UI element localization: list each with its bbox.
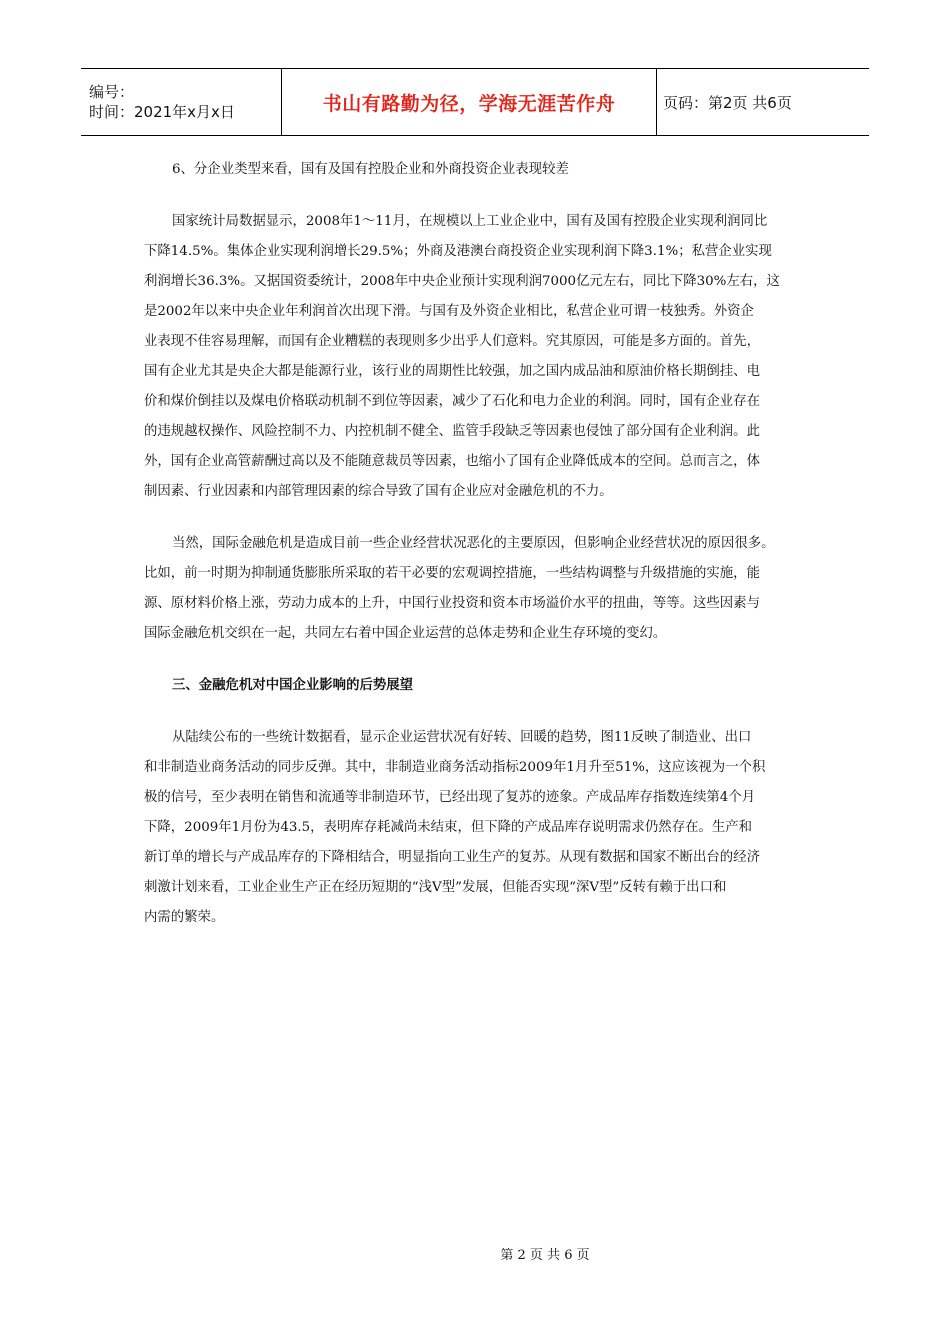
- paragraph-line: 极的信号，至少表明在销售和流通等非制造环节，已经出现了复苏的迹象。产成品库存指数连续第4个月: [144, 790, 756, 805]
- paragraph-2: [144, 207, 812, 507]
- paragraph-line: 刺激计划来看，工业企业生产正在经历短期的“浅V型”发展，但能否实现“深V型”反转有赖于出口和: [144, 880, 727, 895]
- paragraph-line: 6、分企业类型来看，国有及国有控股企业和外商投资企业表现较差: [172, 162, 569, 177]
- paragraph-3: [144, 529, 812, 649]
- paragraph-4: [144, 723, 812, 933]
- document-date-label: 时间：2021年x月x日: [89, 103, 235, 121]
- paragraph-line: 当然，国际金融危机是造成目前一些企业经营状况恶化的主要原因，但影响企业经营状况的原因很多。: [172, 536, 775, 551]
- paragraph-1: [144, 155, 812, 185]
- paragraph-line: 是2002年以来中央企业年利润首次出现下滑。与国有及外资企业相比，私营企业可谓一枝独秀。外资企: [144, 304, 754, 319]
- paragraph-line: 国有企业尤其是央企大都是能源行业，该行业的周期性比较强，加之国内成品油和原油价格长期倒挂、电: [144, 364, 760, 379]
- section-heading: 三、金融危机对中国企业影响的后势展望: [172, 678, 414, 693]
- header-motto-cell: [281, 69, 657, 135]
- paragraph-line: 从陆续公布的一些统计数据看，显示企业运营状况有好转、回暖的趋势，图11反映了制造业、出口: [172, 730, 752, 745]
- paragraph-line: 内需的繁荣。: [144, 910, 225, 925]
- header-page-number: 页码：第2页 共6页: [663, 93, 792, 112]
- paragraph-line: 外，国有企业高管薪酬过高以及不能随意裁员等因素，也缩小了国有企业降低成本的空间。总而言之，体: [144, 454, 760, 469]
- header-meta: [81, 69, 281, 135]
- document-number-label: 编号：: [89, 83, 135, 101]
- paragraph-line: 比如，前一时期为抑制通货膨胀所采取的若干必要的宏观调控措施，一些结构调整与升级措施的实施，能: [144, 566, 760, 581]
- document-body: [144, 155, 812, 933]
- paragraph-line: 和非制造业商务活动的同步反弹。其中，非制造业商务活动指标2009年1月升至51%，这应该视为一个积: [144, 760, 766, 775]
- footer-page-number: 第 2 页 共 6 页: [500, 1248, 590, 1263]
- paragraph-line: 源、原材料价格上涨，劳动力成本的上升，中国行业投资和资本市场溢价水平的扭曲，等等。这些因素与: [144, 596, 760, 611]
- paragraph-line: 利润增长36.3%。又据国资委统计，2008年中央企业预计实现利润7000亿元左右，同比下降30%左右，这: [144, 274, 780, 289]
- paragraph-line: 国家统计局数据显示，2008年1～11月，在规模以上工业企业中，国有及国有控股企业实现利润同比: [172, 214, 768, 229]
- document-header: [81, 68, 869, 136]
- paragraph-line: 的违规越权操作、风险控制不力、内控机制不健全、监管手段缺乏等因素也侵蚀了部分国有企业利润。此: [144, 424, 760, 439]
- paragraph-line: 下降，2009年1月份为43.5，表明库存耗减尚未结束，但下降的产成品库存说明需求仍然存在。生产和: [144, 820, 753, 835]
- paragraph-line: 新订单的增长与产成品库存的下降相结合，明显指向工业生产的复苏。从现有数据和国家不断出台的经济: [144, 850, 760, 865]
- header-motto: 书山有路勤为径，学海无涯苦作舟: [322, 92, 616, 115]
- header-page-cell: [657, 69, 869, 135]
- paragraph-line: 制因素、行业因素和内部管理因素的综合导致了国有企业应对金融危机的不力。: [144, 484, 613, 499]
- page-footer: [0, 1244, 950, 1263]
- paragraph-line: 价和煤价倒挂以及煤电价格联动机制不到位等因素，减少了石化和电力企业的利润。同时，国有企业存在: [144, 394, 760, 409]
- paragraph-line: 国际金融危机交织在一起，共同左右着中国企业运营的总体走势和企业生存环境的变幻。: [144, 626, 667, 641]
- paragraph-line: 业表现不佳容易理解，而国有企业糟糕的表现则多少出乎人们意料。究其原因，可能是多方面的。首先，: [144, 334, 760, 349]
- paragraph-line: 下降14.5%。集体企业实现利润增长29.5%；外商及港澳台商投资企业实现利润下降3.1%；私营企业实现: [144, 244, 772, 259]
